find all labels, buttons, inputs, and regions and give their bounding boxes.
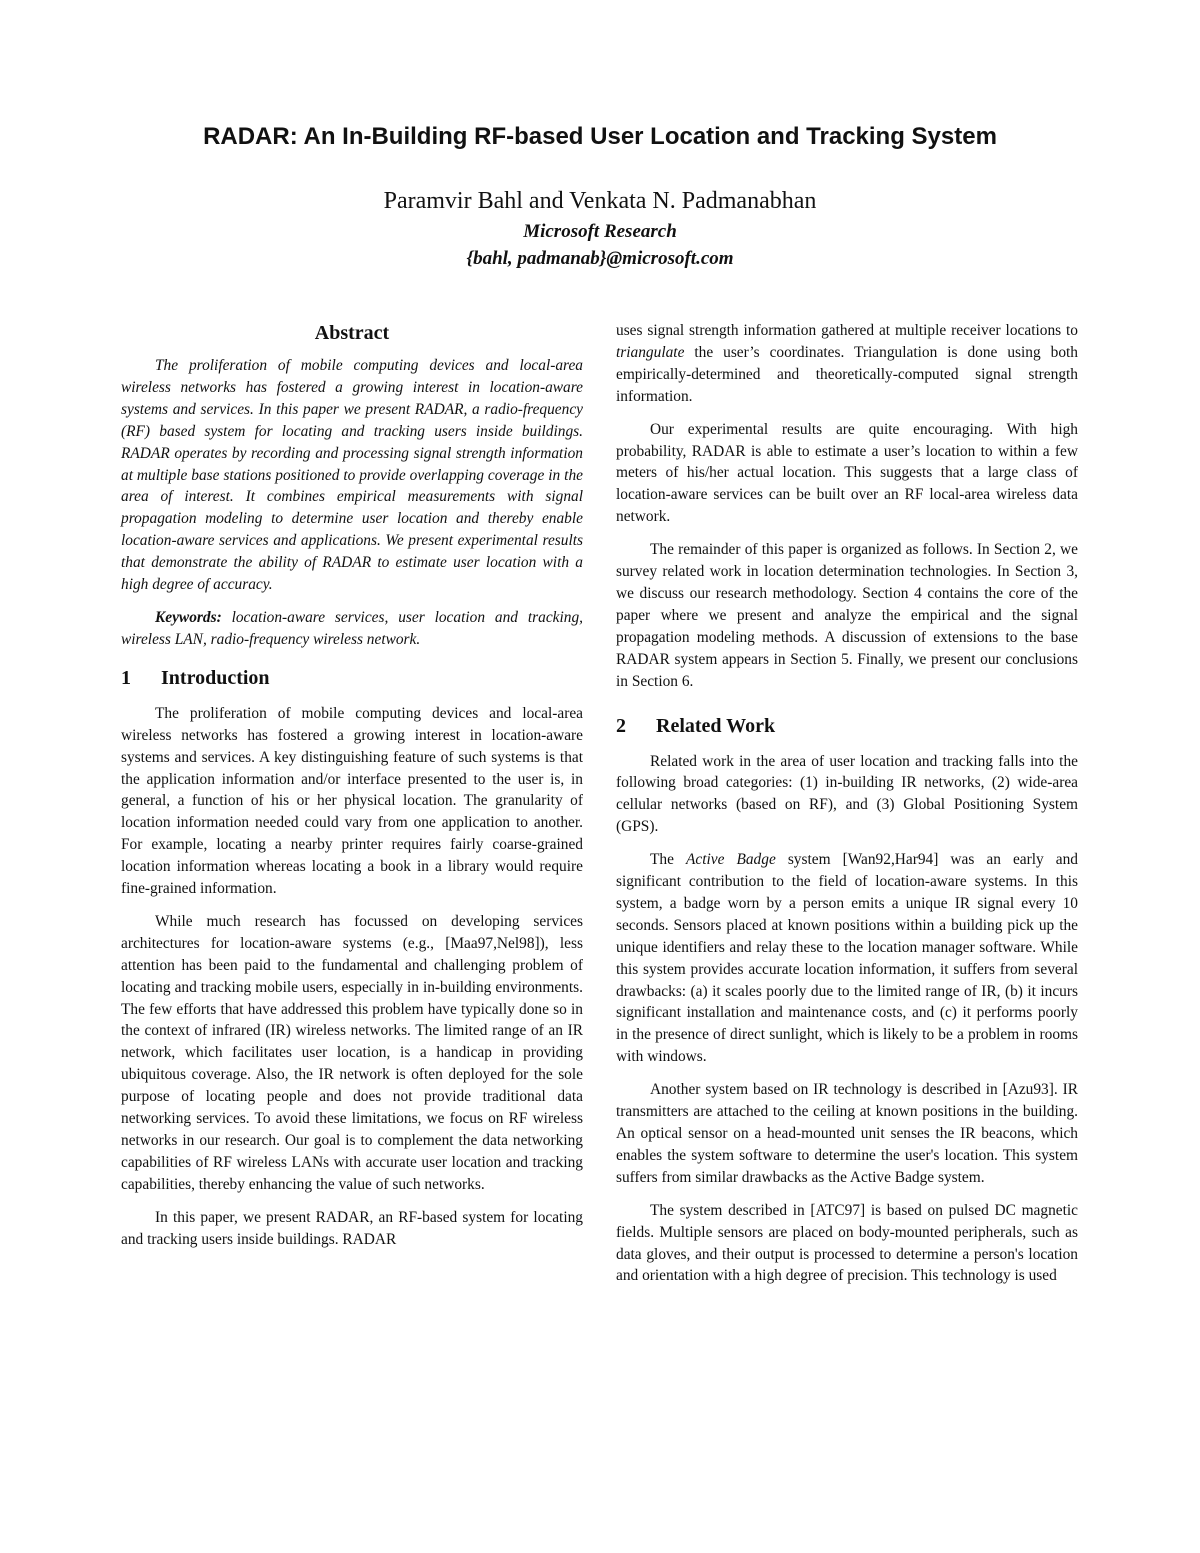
section-title: Introduction — [161, 666, 270, 689]
section-number: 2 — [616, 714, 626, 737]
abstract-text: The proliferation of mobile computing devices and local-area wireless networks has fostered a growing interest in location-aware systems and services. In this paper we present RADAR, a radio-frequency (RF) based system for locating and tracking users inside buildings. RADAR operates by recording and processing signal strength information at multiple base stations positioned to provide overlapping coverage in the area of interest. It combines empirical measurements with signal propagation modeling to determine user location and thereby enable location-aware services and applications. We present experimental results that demonstrate the ability of RADAR to estimate user location with a high degree of accuracy. — [121, 357, 583, 594]
intro-paragraph-4: Our experimental results are quite encouraging. With high probability, RADAR is able to estimate a user’s location to within a few meters of his/her actual location. This suggests that a large class of location-aware services can be built over an RF local-area wireless data network. — [616, 420, 1078, 526]
abstract-heading: Abstract — [314, 322, 390, 344]
keywords-label: Keywords: — [155, 608, 222, 626]
related-paragraph-1: Related work in the area of user location and tracking falls into the following broad categories: (1) in-building IR networks, (2) wide-area cellular networks (based on RF), and (3) Global Positioning System (GPS). — [616, 752, 1078, 836]
emphasis-text: triangulate — [616, 343, 685, 361]
keywords-paragraph — [121, 607, 583, 651]
related-paragraph-2 — [616, 849, 1078, 1068]
left-column — [121, 320, 583, 1262]
author-email: {bahl, padmanab}@microsoft.com — [466, 248, 734, 269]
text-run: The — [650, 851, 686, 869]
author-affiliation: Microsoft Research — [523, 221, 677, 242]
intro-paragraph-1: The proliferation of mobile computing devices and local-area wireless networks has fostered a growing interest in location-aware systems and services. A key distinguishing feature of such systems is that the application information and/or interface presented to the user is, in general, a function of his or her physical location. The granularity of location information needed could vary from one application to another. For example, locating a nearby printer requires fairly coarse-grained location information whereas locating a book in a library would require fine-grained information. — [121, 704, 583, 898]
paper-authors: Paramvir Bahl and Venkata N. Padmanabhan — [383, 188, 817, 214]
related-paragraph-3: Another system based on IR technology is described in [Azu93]. IR transmitters are attached to the ceiling at known positions in the building. An optical sensor on a head-mounted unit senses the IR beacons, which enables the system software to determine the user's location. This system suffers from similar drawbacks as the Active Badge system. — [616, 1081, 1078, 1186]
intro-paragraph-5: The remainder of this paper is organized as follows. In Section 2, we survey related work in location determination technologies. In Section 3, we discuss our research methodology. Section 4 contains the core of the paper where we present and analyze the empirical and the signal propagation modeling methods. A discussion of extensions to the base RADAR system appears in Section 5. Finally, we present our conclusions in Section 6. — [616, 541, 1078, 690]
intro-paragraph-3: In this paper, we present RADAR, an RF-based system for locating and tracking users inside buildings. RADAR — [121, 1208, 583, 1248]
section-heading-introduction — [121, 665, 583, 691]
section-title: Related Work — [656, 714, 776, 737]
paper-title: RADAR: An In-Building RF-based User Location and Tracking System — [203, 123, 997, 150]
text-run: uses signal strength information gathered at multiple receiver locations to — [616, 322, 1078, 339]
section-heading-related-work — [616, 713, 1078, 739]
right-column — [616, 320, 1078, 1298]
section-number: 1 — [121, 666, 131, 689]
intro-paragraph-3-continued — [616, 320, 1078, 408]
intro-paragraph-2: While much research has focussed on developing services architectures for location-aware systems (e.g., [Maa97,Nel98]), less attention has been paid to the fundamental and challenging problem of locating and tracking mobile users, especially in in-building environments. The few efforts that have addressed this problem have typically done so in the context of infrared (IR) wireless networks. The limited range of an IR network, which facilitates user location, is a handicap in providing ubiquitous coverage. Also, the IR network is often deployed for the sole purpose of locating people and does not provide traditional data networking services. To avoid these limitations, we focus on RF wireless networks in our research. Our goal is to complement the data networking capabilities of RF wireless LANs with accurate user location and tracking capabilities, thereby enhancing the value of such networks. — [121, 912, 583, 1193]
related-paragraph-4: The system described in [ATC97] is based on pulsed DC magnetic fields. Multiple sensors are placed on body-mounted peripherals, such as data gloves, and their output is processed to determine a person's location and orientation with a high degree of precision. This technology is used — [616, 1201, 1078, 1285]
text-run: the user’s coordinates. Triangulation is done using both empirically-determined and theoretically-computed signal strength information. — [616, 343, 1078, 405]
keywords-text: location-aware services, user location and tracking, wireless LAN, radio-frequency wireless network. — [121, 608, 583, 648]
text-run: system [Wan92,Har94] was an early and significant contribution to the field of location-aware systems. In this system, a badge worn by a person emits a unique IR signal every 10 seconds. Sensors placed at known positions within a building pick up the unique identifiers and relay these to the location manager software. While this system provides accurate location information, it suffers from several drawbacks: (a) it scales poorly due to the limited range of IR, (b) it incurs significant installation and maintenance costs, and (c) it performs poorly in the presence of direct sunlight, which is likely to be a problem in rooms with windows. — [616, 851, 1078, 1066]
emphasis-text: Active Badge — [685, 851, 776, 869]
